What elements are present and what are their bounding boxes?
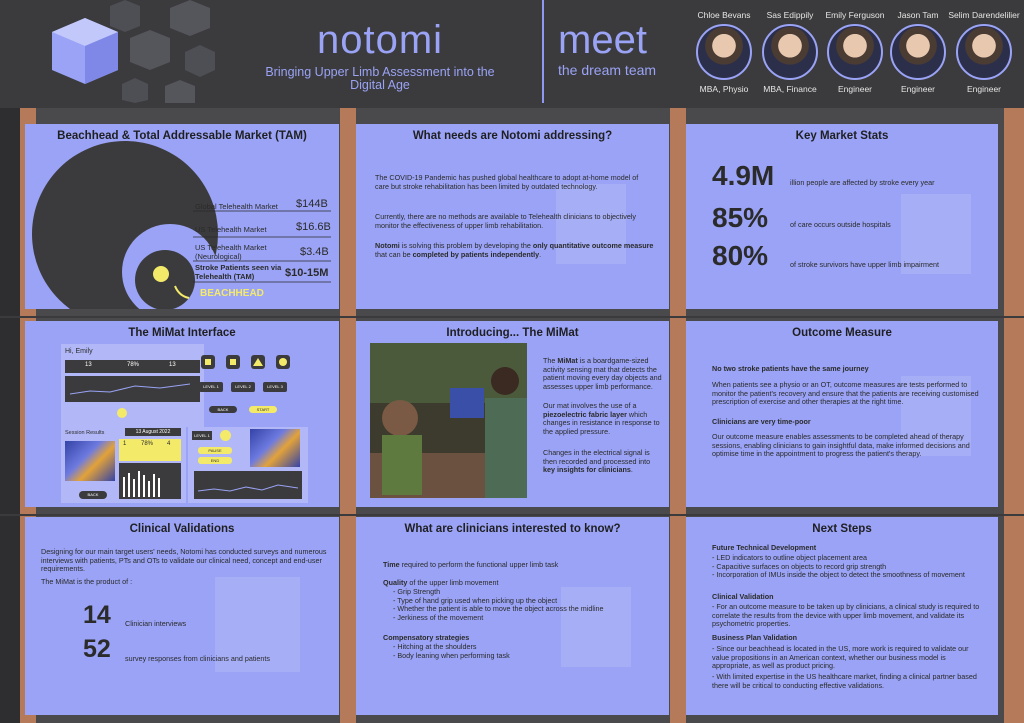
list-item: - Jerkiness of the movement	[393, 612, 484, 622]
outcome-heading: Clinicians are very time-poor	[712, 417, 811, 426]
tam-row-label: Stroke Patients seen via Telehealth (TAM)	[195, 263, 282, 281]
beachhead-label: BEACHHEAD	[200, 288, 264, 299]
team-member	[882, 10, 954, 94]
text: .	[630, 465, 633, 474]
results-bar-chart	[119, 463, 181, 499]
next-list	[712, 554, 982, 580]
member-name: Selim Darendelilier	[948, 10, 1020, 20]
quality-list	[393, 588, 663, 622]
team-member	[948, 10, 1020, 94]
avatar	[696, 24, 752, 80]
stat-text: of stroke survivors have upper limb impairment	[790, 260, 939, 269]
clinical-count: 14	[83, 601, 111, 629]
tam-row-label: US Telehealth Market	[195, 225, 267, 234]
member-role: Engineer	[900, 84, 936, 94]
outcome-panel	[686, 321, 998, 507]
back-button[interactable]: BACK	[79, 491, 107, 499]
header-divider	[542, 0, 544, 103]
text: Our mat involves the use of a	[543, 401, 637, 410]
stat-text: illion people are affected by stroke every year	[790, 178, 935, 187]
list-item: - LED indicators to outline object placement area	[712, 553, 868, 562]
meet-heading: meet	[558, 18, 647, 62]
stat-value: 4.9M	[712, 160, 775, 191]
metric-value: 13	[85, 362, 92, 368]
needs-panel	[356, 124, 669, 309]
next-heading: Business Plan Validation	[712, 633, 798, 642]
text: of the upper limb movement	[407, 578, 499, 587]
tam-row-value: $10-15M	[285, 267, 329, 279]
result-value: 1	[123, 441, 127, 447]
pause-button[interactable]: PAUSE	[198, 447, 232, 454]
level-1-badge: LEVEL 1	[192, 431, 212, 440]
date-label: 13 August 2022	[125, 428, 181, 436]
list-item: - Hitching at the shoulders	[393, 642, 477, 651]
member-role: Engineer	[837, 84, 873, 94]
clinical-count: 52	[83, 635, 111, 663]
compensatory-list	[393, 643, 663, 660]
tam-panel	[25, 124, 339, 309]
text-bold: key insights for clinicians	[543, 465, 631, 474]
tam-circles-diagram	[25, 124, 339, 309]
member-name: Jason Tam	[897, 10, 939, 20]
compensatory-heading: Compensatory strategies	[383, 633, 470, 642]
list-item: - Type of hand grip used when picking up the object	[393, 595, 558, 605]
avatar	[762, 24, 818, 80]
member-name: Chloe Bevans	[697, 10, 751, 20]
member-role: MBA, Finance	[763, 84, 817, 94]
text: The	[543, 356, 558, 365]
clinical-count-label: survey responses from clinicians and patients	[125, 654, 271, 663]
results-summary	[119, 439, 181, 461]
needs-paragraph: The COVID-19 Pandemic has pushed global healthcare to adopt at-home model of care but stroke rehabilitation has been limited by outdated technology.	[375, 173, 639, 191]
list-item: - Grip Strength	[393, 587, 441, 596]
header	[0, 0, 1024, 103]
interface-panel	[25, 321, 339, 507]
mimat-paragraph	[543, 449, 663, 475]
stat-value: 85%	[712, 202, 769, 233]
avatar	[890, 24, 946, 80]
clinical-count-label: Clinician interviews	[125, 619, 187, 628]
list-item: - Incorporation of IMUs inside the object to detect the smoothness of movement	[712, 570, 965, 579]
level-1-button[interactable]: LEVEL 1	[199, 382, 223, 392]
text-bold: completed by patients independently	[412, 249, 540, 259]
member-name: Emily Ferguson	[825, 10, 885, 20]
interest-time	[383, 561, 663, 570]
level-2-button[interactable]: LEVEL 2	[231, 382, 255, 392]
live-heatmap	[250, 429, 300, 467]
session-label: Session Results	[65, 430, 105, 436]
list-item: - Body leaning when performing task	[393, 650, 510, 660]
mimat-paragraph	[543, 357, 663, 391]
mimat-paragraph	[543, 402, 663, 436]
end-button[interactable]: END	[198, 457, 232, 464]
clinical-panel	[25, 517, 339, 715]
shape-button-triangle[interactable]	[251, 355, 265, 369]
cube-logo-icon	[40, 0, 270, 103]
next-heading: Clinical Validation	[712, 592, 774, 601]
stat-text: of care occurs outside hospitals	[790, 220, 891, 229]
member-role: MBA, Physio	[699, 84, 749, 94]
text: .	[539, 249, 542, 259]
tam-row-label: US Telehealth Market (Neurological)	[195, 243, 267, 261]
text-bold: piezoelectric fabric layer	[543, 409, 627, 419]
text-bold: Quality	[383, 578, 408, 587]
text-bold: Time	[383, 560, 400, 569]
stat-value: 80%	[712, 240, 769, 271]
start-button[interactable]: START	[249, 406, 277, 413]
target-circle	[220, 430, 231, 441]
brand-name: notomi	[316, 18, 444, 62]
list-item: - Whether the patient is able to move the object across the midline	[393, 604, 604, 613]
team-member	[688, 10, 760, 94]
needs-title: What needs are Notomi addressing?	[412, 130, 613, 142]
tam-title: Beachhead & Total Addressable Market (TAM)	[57, 130, 307, 142]
mimat-photo	[370, 343, 527, 498]
member-role: Engineer	[966, 84, 1002, 94]
outcome-paragraph: Our outcome measure enables assessments to be completed ahead of therapy sessions, enabling clinicians to gain insightful data, make informed decisions and optimise time in the appointment to progress the patient's therapy.	[712, 432, 970, 458]
clinical-title: Clinical Validations	[129, 523, 235, 535]
text-bold: MiMat	[557, 356, 578, 365]
next-paragraph: - Since our beachhead is located in the US, more work is required to validate our value propositions in an American context, whether our business model is appropriate, as well as product pricing.	[712, 644, 969, 670]
shape-button-circle[interactable]	[276, 355, 290, 369]
back-button[interactable]: BACK	[209, 406, 237, 413]
team-member	[819, 10, 891, 94]
interface-title: The MiMat Interface	[128, 327, 236, 339]
stats-panel	[686, 124, 998, 309]
team-member	[754, 10, 826, 94]
text: Changes in the electrical signal is then recorded and processed into	[543, 448, 651, 466]
result-value: 4	[167, 441, 171, 447]
session-results-screen	[61, 427, 186, 503]
metrics-bar	[65, 360, 200, 373]
next-steps-title: Next Steps	[812, 523, 872, 535]
text: required to perform the functional upper limb task	[399, 560, 559, 569]
clinical-paragraph: Designing for our main target users' needs, Notomi has conducted surveys and numerous interviews with patients, PTs and OTs to validate our clinical need, concept and end-user requirements.	[41, 547, 327, 573]
next-paragraph: - With limited expertise in the US healthcare market, finding a clinical partner based there will be critical to conducting effective validations.	[712, 672, 977, 690]
tagline: Bringing Upper Limb Assessment into the Digital Age	[265, 65, 495, 92]
result-value: 78%	[141, 441, 154, 447]
trend-chart	[65, 376, 200, 402]
live-signal-chart	[194, 471, 302, 499]
tam-row-value: $16.6B	[296, 221, 331, 233]
text-bold: Notomi	[375, 241, 400, 250]
dream-team-subtitle: the dream team	[558, 62, 657, 78]
activity-screen	[188, 427, 308, 503]
text: that can be	[375, 249, 413, 259]
interest-panel	[356, 517, 669, 715]
app-home-screen	[61, 344, 204, 427]
shape-button-square[interactable]	[201, 355, 215, 369]
list-item: - Capacitive surfaces on objects to record grip strength	[712, 561, 887, 571]
clinical-paragraph: The MiMat is the product of :	[41, 577, 133, 586]
shape-button-square[interactable]	[226, 355, 240, 369]
needs-paragraph: Currently, there are no methods are available to Telehealth clinicians to objectively monitor the effectiveness of upper limb rehabilitation.	[375, 212, 637, 230]
text: is solving this problem by developing the	[399, 241, 533, 250]
interest-title: What are clinicians interested to know?	[404, 523, 621, 535]
avatar	[956, 24, 1012, 80]
outcome-title: Outcome Measure	[792, 327, 892, 339]
needs-solution	[375, 242, 665, 259]
next-heading: Future Technical Development	[712, 543, 817, 552]
tam-row-value: $3.4B	[300, 246, 329, 258]
tam-row-label: Global Telehealth Market	[195, 202, 278, 211]
member-name: Sas Edippily	[766, 10, 814, 20]
level-select-screen	[195, 344, 308, 427]
level-3-button[interactable]: LEVEL 3	[263, 382, 287, 392]
metric-value: 78%	[127, 362, 140, 368]
text: is a boardgame-sized activity sensing mat that detects the patient moving every day objects and assesses upper limb performance.	[543, 356, 662, 391]
text-bold: only quantitative outcome measure	[532, 241, 654, 250]
outcome-paragraph: When patients see a physio or an OT, outcome measures are tests performed to monitor the patient's recovery and ensure that the patients are receiving customised prescription of exercise and other therapies at the right time.	[712, 380, 979, 406]
avatar	[827, 24, 883, 80]
text: which changes in resistance in response to the applied pressure.	[543, 409, 660, 436]
start-dot[interactable]	[117, 408, 127, 418]
stats-title: Key Market Stats	[795, 130, 889, 142]
tam-row-value: $144B	[296, 198, 328, 210]
outcome-heading: No two stroke patients have the same journey	[712, 364, 869, 373]
greeting: Hi, Emily	[65, 348, 93, 355]
mimat-panel	[356, 321, 669, 507]
metric-value: 13	[169, 362, 176, 368]
heatmap	[65, 441, 115, 481]
next-paragraph: - For an outcome measure to be taken up by clinicians, a clinical study is required to correlate the results from the device with upper limb movement, and validate its psychometric properties.	[712, 602, 980, 628]
next-steps-panel	[686, 517, 998, 715]
mimat-title: Introducing... The MiMat	[446, 327, 579, 339]
